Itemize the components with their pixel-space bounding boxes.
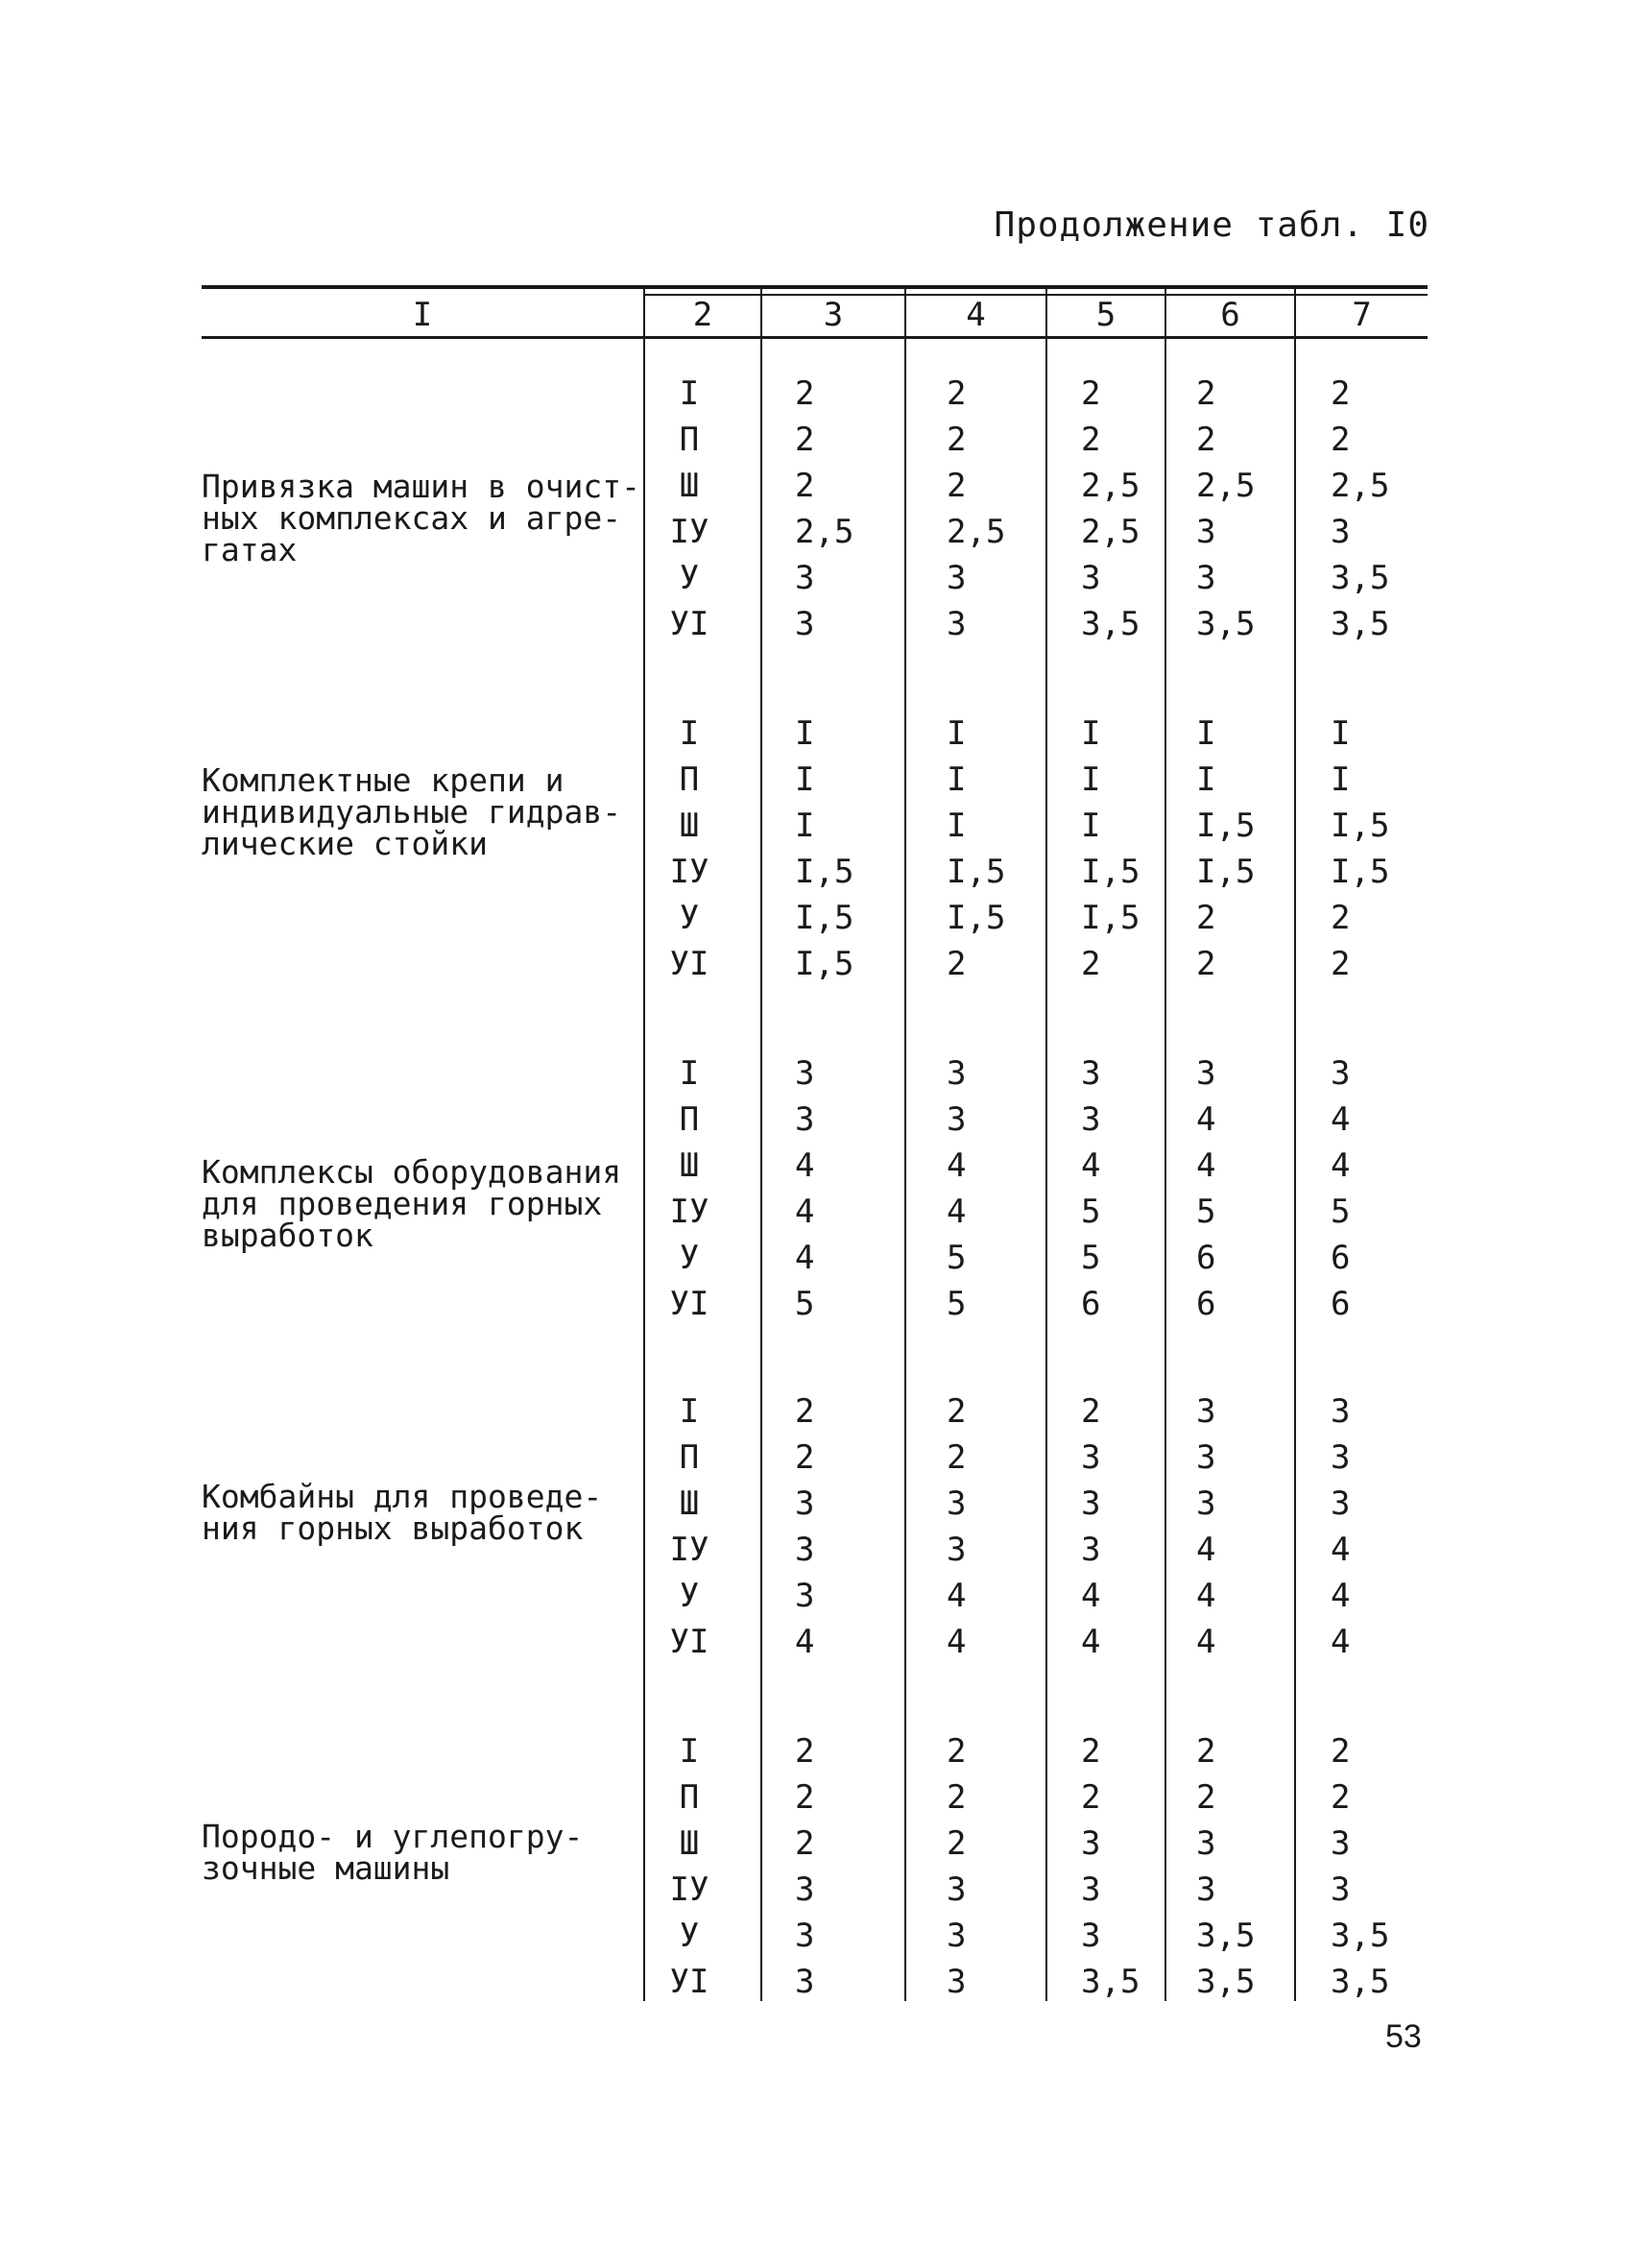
table-cell-col-5: 4 <box>1081 1623 1101 1661</box>
table-cell-col-4: 3 <box>947 1917 967 1955</box>
table-cell-col-4: 5 <box>947 1239 967 1277</box>
table-cell-col-6: 6 <box>1196 1239 1216 1277</box>
column-header-2: 2 <box>692 296 713 334</box>
table-cell-col-5: I <box>1081 714 1101 753</box>
table-cell-col-3: 2 <box>795 1438 815 1477</box>
table-cell-col-3: 5 <box>795 1285 815 1323</box>
table-cell-col-4: 2 <box>947 1392 967 1431</box>
table-cell-col-7: 3 <box>1331 1824 1351 1863</box>
table-cell-grade: Ш <box>679 467 700 505</box>
table-cell-col-7: I <box>1331 760 1351 799</box>
table-cell-col-6: 3 <box>1196 1054 1216 1093</box>
table-cell-col-4: 2 <box>947 1824 967 1863</box>
column-header-3: 3 <box>823 296 844 334</box>
table-cell-col-3: 4 <box>795 1623 815 1661</box>
table-cell-col-6: I,5 <box>1196 807 1256 845</box>
row-description: Комплексы оборудования для проведения горных выработок <box>202 1153 622 1254</box>
table-cell-col-6: 3 <box>1196 513 1216 551</box>
table-cell-col-4: 2,5 <box>947 513 1006 551</box>
table-cell-grade: IУ <box>669 1531 709 1569</box>
table-cell-col-5: 5 <box>1081 1239 1101 1277</box>
table-cell-col-4: 5 <box>947 1285 967 1323</box>
table-cell-col-3: 3 <box>795 1484 815 1523</box>
table-cell-grade: УI <box>669 1623 709 1661</box>
table-cell-grade: П <box>679 1438 700 1477</box>
table-cell-col-3: 2 <box>795 374 815 413</box>
table-cell-col-5: 2 <box>1081 945 1101 983</box>
table-cell-col-6: 3 <box>1196 1824 1216 1863</box>
table-cell-col-5: I,5 <box>1081 853 1141 891</box>
table-cell-col-4: I <box>947 714 967 753</box>
table-cell-grade: Ш <box>679 1824 700 1863</box>
table-cell-col-4: 3 <box>947 1054 967 1093</box>
table-cell-col-5: I <box>1081 760 1101 799</box>
table-cell-col-6: 5 <box>1196 1193 1216 1231</box>
table-cell-col-4: 2 <box>947 421 967 459</box>
table-cell-col-7: 3 <box>1331 1484 1351 1523</box>
table-cell-grade: П <box>679 421 700 459</box>
table-cell-col-7: 3 <box>1331 1054 1351 1093</box>
table-cell-col-5: I,5 <box>1081 899 1141 937</box>
table-cell-col-7: 2,5 <box>1331 467 1390 505</box>
table-cell-col-7: 6 <box>1331 1285 1351 1323</box>
table-cell-col-3: 2,5 <box>795 513 854 551</box>
column-divider-5 <box>1165 288 1166 2001</box>
table-cell-col-6: I <box>1196 714 1216 753</box>
table-cell-grade: IУ <box>669 1193 709 1231</box>
table-cell-grade: I <box>679 1392 700 1431</box>
table-cell-col-6: 4 <box>1196 1577 1216 1615</box>
table-cell-grade: УI <box>669 1285 709 1323</box>
table-cell-col-3: 3 <box>795 1577 815 1615</box>
table-cell-grade: Ш <box>679 1484 700 1523</box>
table-cell-grade: I <box>679 714 700 753</box>
table-cell-col-6: 2 <box>1196 421 1216 459</box>
column-divider-3 <box>904 288 906 2001</box>
table-cell-col-5: 3 <box>1081 1824 1101 1863</box>
table-cell-col-4: I,5 <box>947 853 1006 891</box>
table-cell-col-7: 3,5 <box>1331 559 1390 597</box>
table-cell-col-4: 2 <box>947 1778 967 1817</box>
column-header-1: I <box>412 296 433 334</box>
table-cell-col-7: 2 <box>1331 1778 1351 1817</box>
table-cell-col-3: I <box>795 714 815 753</box>
table-cell-col-6: 4 <box>1196 1146 1216 1185</box>
table-cell-grade: У <box>679 1577 700 1615</box>
column-divider-6 <box>1294 288 1296 2001</box>
table-cell-col-5: 3 <box>1081 1917 1101 1955</box>
table-cell-col-7: I <box>1331 714 1351 753</box>
table-cell-grade: Ш <box>679 1146 700 1185</box>
table-cell-col-7: 2 <box>1331 421 1351 459</box>
table-cell-col-7: 3 <box>1331 1438 1351 1477</box>
table-cell-col-4: 2 <box>947 945 967 983</box>
table-cell-col-5: 3,5 <box>1081 605 1141 643</box>
table-header-rule <box>202 336 1428 339</box>
table-cell-col-6: 2 <box>1196 374 1216 413</box>
table-cell-col-4: 2 <box>947 1438 967 1477</box>
column-header-5: 5 <box>1095 296 1117 334</box>
table-cell-col-3: 3 <box>795 1100 815 1139</box>
table-cell-col-6: 4 <box>1196 1531 1216 1569</box>
table-cell-grade: IУ <box>669 853 709 891</box>
table-cell-col-3: 3 <box>795 1870 815 1909</box>
column-divider-2 <box>760 288 762 2001</box>
table-cell-col-6: 3 <box>1196 559 1216 597</box>
table-cell-col-5: 3 <box>1081 1531 1101 1569</box>
table-cell-col-3: 4 <box>795 1239 815 1277</box>
table-cell-col-7: 4 <box>1331 1531 1351 1569</box>
table-cell-col-4: 2 <box>947 374 967 413</box>
row-description: Породо- и углепогру- зочные машины <box>202 1818 584 1887</box>
table-cell-col-5: 2 <box>1081 421 1101 459</box>
table-cell-col-4: 3 <box>947 605 967 643</box>
table-cell-col-4: 3 <box>947 1484 967 1523</box>
table-cell-col-4: 3 <box>947 1531 967 1569</box>
table-cell-col-4: 3 <box>947 1963 967 2001</box>
table-cell-col-3: 2 <box>795 421 815 459</box>
table-cell-col-7: 2 <box>1331 945 1351 983</box>
table-cell-col-4: 4 <box>947 1623 967 1661</box>
table-cell-col-5: 3 <box>1081 1438 1101 1477</box>
table-cell-col-5: 3 <box>1081 1100 1101 1139</box>
table-cell-col-6: 3,5 <box>1196 605 1256 643</box>
table-cell-col-6: I,5 <box>1196 853 1256 891</box>
table-cell-col-3: 2 <box>795 1824 815 1863</box>
table-caption: Продолжение табл. I0 <box>994 205 1429 245</box>
table-cell-grade: У <box>679 899 700 937</box>
table-cell-col-7: 3,5 <box>1331 605 1390 643</box>
table-cell-col-3: 2 <box>795 1392 815 1431</box>
table-cell-col-6: 2 <box>1196 945 1216 983</box>
table-cell-grade: У <box>679 1917 700 1955</box>
table-cell-grade: УI <box>669 605 709 643</box>
table-cell-grade: Ш <box>679 807 700 845</box>
table-cell-col-7: 4 <box>1331 1623 1351 1661</box>
table-cell-col-7: 2 <box>1331 1732 1351 1771</box>
table-cell-col-7: 6 <box>1331 1239 1351 1277</box>
table-cell-col-5: 3 <box>1081 1054 1101 1093</box>
table-cell-grade: IУ <box>669 1870 709 1909</box>
table-cell-col-4: 2 <box>947 467 967 505</box>
table-cell-col-6: 2 <box>1196 1732 1216 1771</box>
table-cell-col-7: 3 <box>1331 1870 1351 1909</box>
table-cell-grade: П <box>679 1778 700 1817</box>
table-cell-grade: IУ <box>669 513 709 551</box>
table-cell-col-6: 3 <box>1196 1438 1216 1477</box>
table-cell-col-5: 2 <box>1081 1732 1101 1771</box>
column-divider-4 <box>1045 288 1047 2001</box>
table-cell-col-3: I,5 <box>795 945 854 983</box>
table-cell-col-6: 3 <box>1196 1392 1216 1431</box>
table-cell-grade: У <box>679 559 700 597</box>
table-cell-col-6: 4 <box>1196 1623 1216 1661</box>
table-cell-col-7: 3,5 <box>1331 1963 1390 2001</box>
table-cell-col-4: 2 <box>947 1732 967 1771</box>
table-cell-col-5: 2 <box>1081 1392 1101 1431</box>
table-cell-col-5: I <box>1081 807 1101 845</box>
table-cell-col-3: 2 <box>795 1778 815 1817</box>
page-number: 53 <box>1385 2018 1422 2055</box>
table-cell-col-4: 3 <box>947 1870 967 1909</box>
table-cell-grade: УI <box>669 1963 709 2001</box>
table-cell-col-6: I <box>1196 760 1216 799</box>
table-cell-col-7: 4 <box>1331 1100 1351 1139</box>
table-cell-col-4: I,5 <box>947 899 1006 937</box>
table-cell-col-6: 2,5 <box>1196 467 1256 505</box>
table-cell-col-7: 5 <box>1331 1193 1351 1231</box>
table-cell-col-7: 4 <box>1331 1146 1351 1185</box>
table-cell-col-3: 3 <box>795 605 815 643</box>
table-cell-col-7: 3 <box>1331 513 1351 551</box>
table-cell-col-5: 4 <box>1081 1146 1101 1185</box>
column-header-4: 4 <box>966 296 986 334</box>
row-description: Комплектные крепи и индивидуальные гидрав- лические стойки <box>202 761 622 862</box>
table-cell-col-5: 6 <box>1081 1285 1101 1323</box>
table-cell-col-3: I <box>795 807 815 845</box>
table-cell-col-5: 2,5 <box>1081 513 1141 551</box>
table-cell-col-3: I,5 <box>795 899 854 937</box>
table-cell-col-5: 2 <box>1081 1778 1101 1817</box>
table-cell-col-5: 3 <box>1081 559 1101 597</box>
table-cell-col-6: 3 <box>1196 1870 1216 1909</box>
table-cell-col-7: 3 <box>1331 1392 1351 1431</box>
table-cell-grade: П <box>679 1100 700 1139</box>
table-cell-col-4: 4 <box>947 1577 967 1615</box>
table-cell-col-3: 2 <box>795 467 815 505</box>
table-cell-col-5: 3 <box>1081 1484 1101 1523</box>
table-cell-col-3: 4 <box>795 1193 815 1231</box>
table-cell-col-6: 2 <box>1196 899 1216 937</box>
table-cell-col-4: 4 <box>947 1146 967 1185</box>
table-cell-col-6: 4 <box>1196 1100 1216 1139</box>
table-cell-col-5: 2,5 <box>1081 467 1141 505</box>
table-cell-grade: I <box>679 1054 700 1093</box>
table-cell-grade: П <box>679 760 700 799</box>
table-cell-col-6: 6 <box>1196 1285 1216 1323</box>
table-cell-grade: У <box>679 1239 700 1277</box>
table-cell-col-3: 3 <box>795 1531 815 1569</box>
table-cell-col-7: 4 <box>1331 1577 1351 1615</box>
table-cell-col-3: 3 <box>795 1917 815 1955</box>
row-description: Комбайны для проведе- ния горных выработок <box>202 1478 603 1547</box>
table-top-rule <box>202 285 1428 289</box>
column-header-7: 7 <box>1352 296 1372 334</box>
table-cell-col-6: 3 <box>1196 1484 1216 1523</box>
table-cell-col-7: I,5 <box>1331 853 1390 891</box>
table-cell-col-3: I,5 <box>795 853 854 891</box>
table-cell-col-5: 5 <box>1081 1193 1101 1231</box>
table-cell-col-3: 4 <box>795 1146 815 1185</box>
table-cell-col-5: 3,5 <box>1081 1963 1141 2001</box>
row-description: Привязка машин в очист- ных комплексах и агре- гатах <box>202 468 640 568</box>
table-cell-col-4: 3 <box>947 559 967 597</box>
table-cell-col-5: 3 <box>1081 1870 1101 1909</box>
table-cell-col-3: 3 <box>795 559 815 597</box>
table-cell-col-4: I <box>947 760 967 799</box>
table-cell-grade: УI <box>669 945 709 983</box>
table-cell-col-3: I <box>795 760 815 799</box>
table-cell-col-6: 3,5 <box>1196 1917 1256 1955</box>
table-cell-col-3: 3 <box>795 1963 815 2001</box>
table-cell-grade: I <box>679 1732 700 1771</box>
table-cell-col-7: 2 <box>1331 899 1351 937</box>
table-cell-col-7: I,5 <box>1331 807 1390 845</box>
table-cell-col-5: 2 <box>1081 374 1101 413</box>
table-cell-col-5: 4 <box>1081 1577 1101 1615</box>
table-cell-col-7: 2 <box>1331 374 1351 413</box>
table-cell-grade: I <box>679 374 700 413</box>
table-cell-col-7: 3,5 <box>1331 1917 1390 1955</box>
table-cell-col-6: 2 <box>1196 1778 1216 1817</box>
table-cell-col-3: 2 <box>795 1732 815 1771</box>
table-cell-col-4: 3 <box>947 1100 967 1139</box>
table-cell-col-4: 4 <box>947 1193 967 1231</box>
table-cell-col-3: 3 <box>795 1054 815 1093</box>
table-cell-col-4: I <box>947 807 967 845</box>
table-cell-col-6: 3,5 <box>1196 1963 1256 2001</box>
column-header-6: 6 <box>1220 296 1240 334</box>
